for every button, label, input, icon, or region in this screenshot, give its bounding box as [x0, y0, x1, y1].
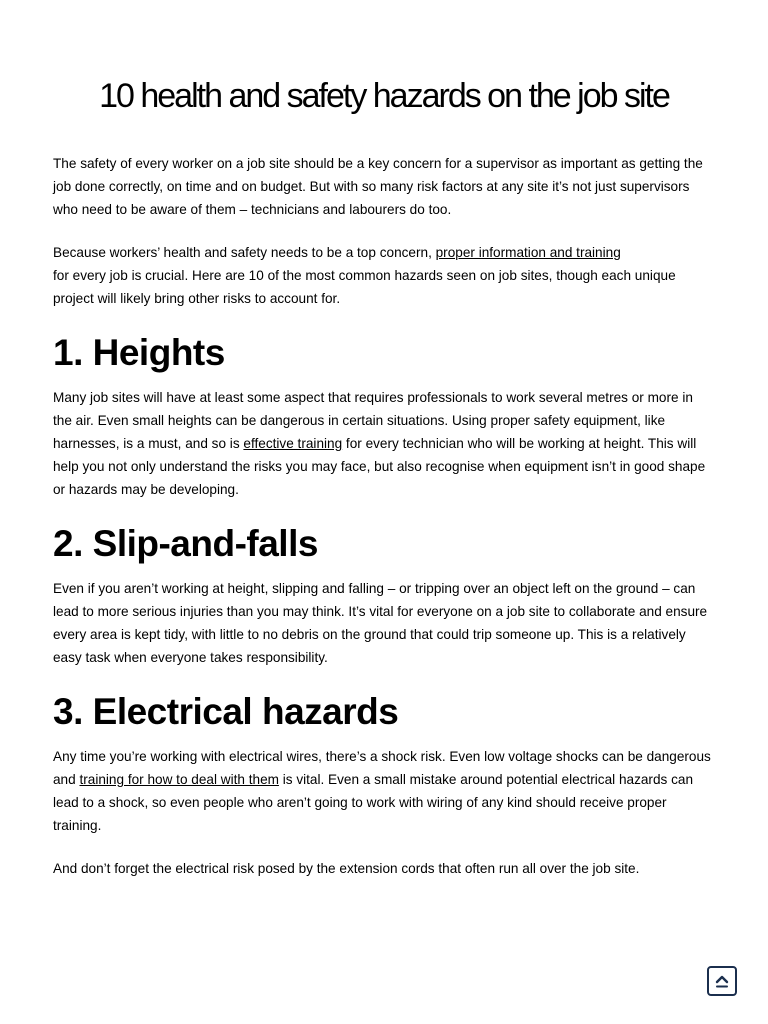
section-heading-slip-and-falls: 2. Slip-and-falls: [53, 523, 318, 564]
electrical-training-link[interactable]: training for how to deal with them: [79, 772, 279, 787]
proper-information-link[interactable]: proper information and training: [435, 245, 621, 260]
intro-paragraph-2: [53, 241, 715, 310]
section-paragraph-electrical-2: And don’t forget the electrical risk posed by the extension cords that often run all over the job site.: [53, 861, 640, 876]
article-body: [53, 152, 715, 900]
effective-training-link[interactable]: effective training: [243, 436, 343, 451]
intro-text-after-link: for every job is crucial. Here are 10 of the most common hazards seen on job sites, though each unique project will likely bring other risks to account for.: [53, 268, 676, 306]
electrical-text-before-link: Any time you’re working with electrical wires, there’s a shock risk. Even low voltage shocks can be dangerous and: [53, 749, 711, 787]
section-paragraph-slip-and-falls: Even if you aren’t working at height, slipping and falling – or tripping over an object left on the ground – can lead to more serious injuries than you may think. It’s vital for everyone on a job site to collaborate and ensure every area is kept tidy, with little to no debris on the ground that could trip someone up. This is a relatively easy task when everyone takes responsibility.: [53, 581, 708, 665]
section-paragraph-heights: [53, 386, 715, 501]
heights-text-before-link: Many job sites will have at least some aspect that requires professionals to work several metres or more in the air. Even small heights can be dangerous in certain situations. Using proper safety equipment, like harnesses, is a must, and so is: [53, 390, 693, 451]
heights-text-after-link: for every technician who will be working at height. This will help you not only understand the risks you may face, but also recognise when equipment isn’t in good shape or hazards may be developing.: [53, 436, 706, 497]
page-title: 10 health and safety hazards on the job site: [99, 77, 669, 115]
intro-paragraph-1: The safety of every worker on a job site should be a key concern for a supervisor as important as getting the job done correctly, on time and on budget. But with so many risk factors at any site it’s not just supervisors who need to be aware of them – technicians and labourers do too.: [53, 156, 703, 217]
scroll-to-top-button[interactable]: [707, 966, 737, 996]
electrical-text-after-link: is vital. Even a small mistake around potential electrical hazards can lead to a shock, so even people who aren’t going to work with wiring of any kind should receive proper training.: [53, 772, 694, 833]
chevron-up-icon: [713, 972, 731, 990]
section-paragraph-electrical: [53, 745, 715, 837]
section-heading-electrical: 3. Electrical hazards: [53, 691, 399, 732]
intro-text-before-link: Because workers’ health and safety needs to be a top concern,: [53, 245, 436, 260]
section-heading-heights: 1. Heights: [53, 332, 225, 373]
